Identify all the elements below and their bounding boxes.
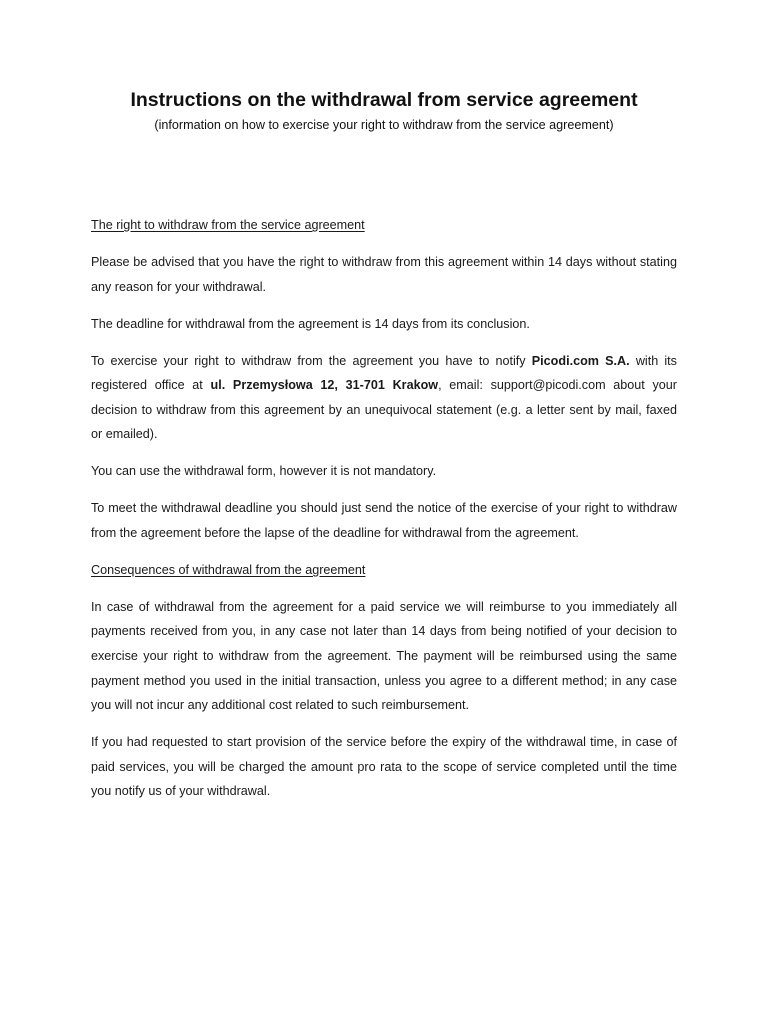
section-heading-consequences: Consequences of withdrawal from the agreement — [91, 562, 366, 577]
notify-text-part3: , email: support@picodi.com about your decision to withdraw from this agreement by an unequivocal statement (e.g. a letter sent by mail, faxed or emailed). — [91, 378, 677, 442]
notify-text-part1: To exercise your right to withdraw from the agreement you have to notify — [91, 353, 532, 368]
paragraph-withdrawal-form: You can use the withdrawal form, however it is not mandatory. — [91, 464, 437, 479]
paragraph-how-to-notify — [91, 349, 677, 447]
paragraph-reimbursement: In case of withdrawal from the agreement for a paid service we will reimburse to you immediately all payments received from you, in any case not later than 14 days from being notified of your decision to exercise your right to withdraw from the agreement. The payment will be reimbursed using the same payment method you used in the initial transaction, unless you agree to a different method; in any case you will not incur any additional cost related to such reimbursement. — [91, 599, 677, 713]
document-body — [91, 213, 677, 816]
paragraph-meet-deadline: To meet the withdrawal deadline you should just send the notice of the exercise of your right to withdraw from the agreement before the lapse of the deadline for withdrawal from the agreement. — [91, 501, 677, 540]
notify-text-part2: with its registered office at — [91, 353, 677, 393]
company-address: ul. Przemysłowa 12, 31-701 Krakow — [210, 378, 439, 393]
company-name: Picodi.com S.A. — [531, 353, 630, 368]
section-heading-right-to-withdraw: The right to withdraw from the service agreement — [91, 218, 365, 232]
document-title: Instructions on the withdrawal from service agreement — [130, 89, 638, 111]
paragraph-right-notice: Please be advised that you have the right to withdraw from this agreement within 14 days without stating any reason for your withdrawal. — [91, 254, 677, 294]
paragraph-pro-rata: If you had requested to start provision of the service before the expiry of the withdrawal time, in case of paid services, you will be charged the amount pro rata to the scope of service completed until the time you notify us of your withdrawal. — [91, 735, 677, 799]
paragraph-deadline: The deadline for withdrawal from the agreement is 14 days from its conclusion. — [91, 316, 530, 331]
document-subtitle: (information on how to exercise your right to withdraw from the service agreement) — [154, 118, 614, 132]
